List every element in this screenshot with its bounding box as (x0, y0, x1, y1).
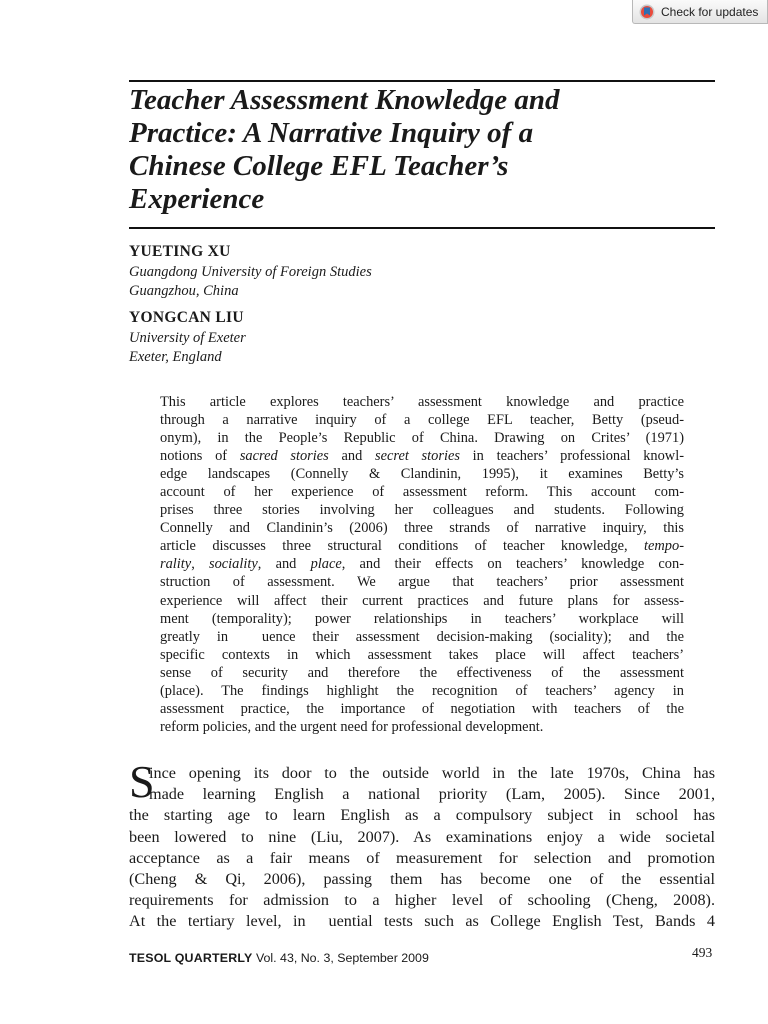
journal-issue: Vol. 43, No. 3, September 2009 (255, 951, 429, 965)
title-line: Teacher Assessment Knowledge and (129, 84, 560, 116)
abstract-line: account of her experience of assessment reform. This account com- (160, 484, 684, 501)
abstract-line: article discusses three structural conditions of teacher knowledge, tempo- (160, 538, 684, 555)
title-rule (129, 227, 715, 229)
abstract (160, 393, 684, 736)
abstract-line: notions of sacred stories and secret stories in teachers’ professional knowl- (160, 448, 684, 465)
body-line: the starting age to learn English as a compulsory subject in school has (129, 806, 715, 825)
abstract-line: This article explores teachers’ assessment knowledge and practice (160, 394, 684, 410)
abstract-line: ment (temporality); power relationships in teachers’ workplace will (160, 610, 684, 627)
page-number: 493 (692, 945, 713, 960)
abstract-line: edge landscapes (Connelly & Clandinin, 1995), it examines Betty’s (160, 466, 684, 483)
affiliation-line: Guangdong University of Foreign Studies (129, 264, 372, 280)
abstract-line: (place). The findings highlight the recognition of teachers’ agency in (160, 682, 684, 699)
body-line: At the tertiary level, in uential tests such as College English Test, Bands 4 (129, 912, 715, 931)
abstract-line: assessment practice, the importance of negotiation with teachers of the (160, 700, 684, 717)
body-line: (Cheng & Qi, 2006), passing them has become one of the essential (129, 870, 715, 889)
body-text (129, 756, 715, 933)
crossmark-icon (639, 4, 655, 20)
title-line: Experience (129, 183, 265, 215)
author-name: YUETING XU (129, 243, 231, 260)
drop-cap: S (129, 756, 155, 807)
body-line: made learning English a national priority (Lam, 2005). Since 2001, (149, 785, 715, 804)
abstract-line: prises three stories involving her colleagues and students. Following (160, 502, 684, 519)
abstract-line: reform policies, and the urgent need for professional development. (160, 718, 544, 735)
abstract-line: specific contexts in which assessment takes place will affect teachers’ (160, 646, 684, 663)
abstract-line: through a narrative inquiry of a college EFL teacher, Betty (pseud- (160, 412, 684, 429)
body-line: acceptance as a fair means of measurement for selection and promotion (129, 848, 715, 867)
affiliation-line: University of Exeter (129, 330, 246, 346)
title-line: Chinese College EFL Teacher’s (129, 150, 509, 182)
author-affiliation (129, 329, 246, 367)
affiliation-line: Exeter, England (129, 349, 222, 365)
journal-footer (129, 951, 429, 965)
affiliation-line: Guangzhou, China (129, 283, 239, 299)
abstract-line: greatly in uence their assessment decision-making (sociality); and the (160, 628, 684, 645)
abstract-line: onym), in the People’s Republic of China. Drawing on Crites’ (1971) (160, 430, 684, 447)
abstract-line: Connelly and Clandinin’s (2006) three strands of narrative inquiry, this (160, 520, 684, 537)
check-for-updates-label: Check for updates (661, 4, 759, 19)
abstract-line: struction of assessment. We argue that teachers’ prior assessment (160, 574, 684, 591)
abstract-line: experience will affect their current practices and future plans for assess- (160, 592, 684, 609)
article-title (129, 84, 719, 216)
check-for-updates-button[interactable] (632, 0, 768, 24)
abstract-line: sense of security and therefore the effectiveness of the assessment (160, 664, 684, 681)
body-line: been lowered to nine (Liu, 2007). As examinations enjoy a wide societal (129, 827, 715, 846)
body-line: requirements for admission to a higher level of schooling (Cheng, 2008). (129, 891, 715, 910)
abstract-line: rality, sociality, and place, and their effects on teachers’ knowledge con- (160, 556, 684, 573)
title-line: Practice: A Narrative Inquiry of a (129, 117, 534, 149)
author-name: YONGCAN LIU (129, 309, 244, 326)
author-affiliation (129, 263, 372, 301)
body-line: ince opening its door to the outside world in the late 1970s, China has (149, 764, 715, 782)
journal-name: TESOL QUARTERLY (129, 951, 253, 965)
top-rule (129, 80, 715, 82)
